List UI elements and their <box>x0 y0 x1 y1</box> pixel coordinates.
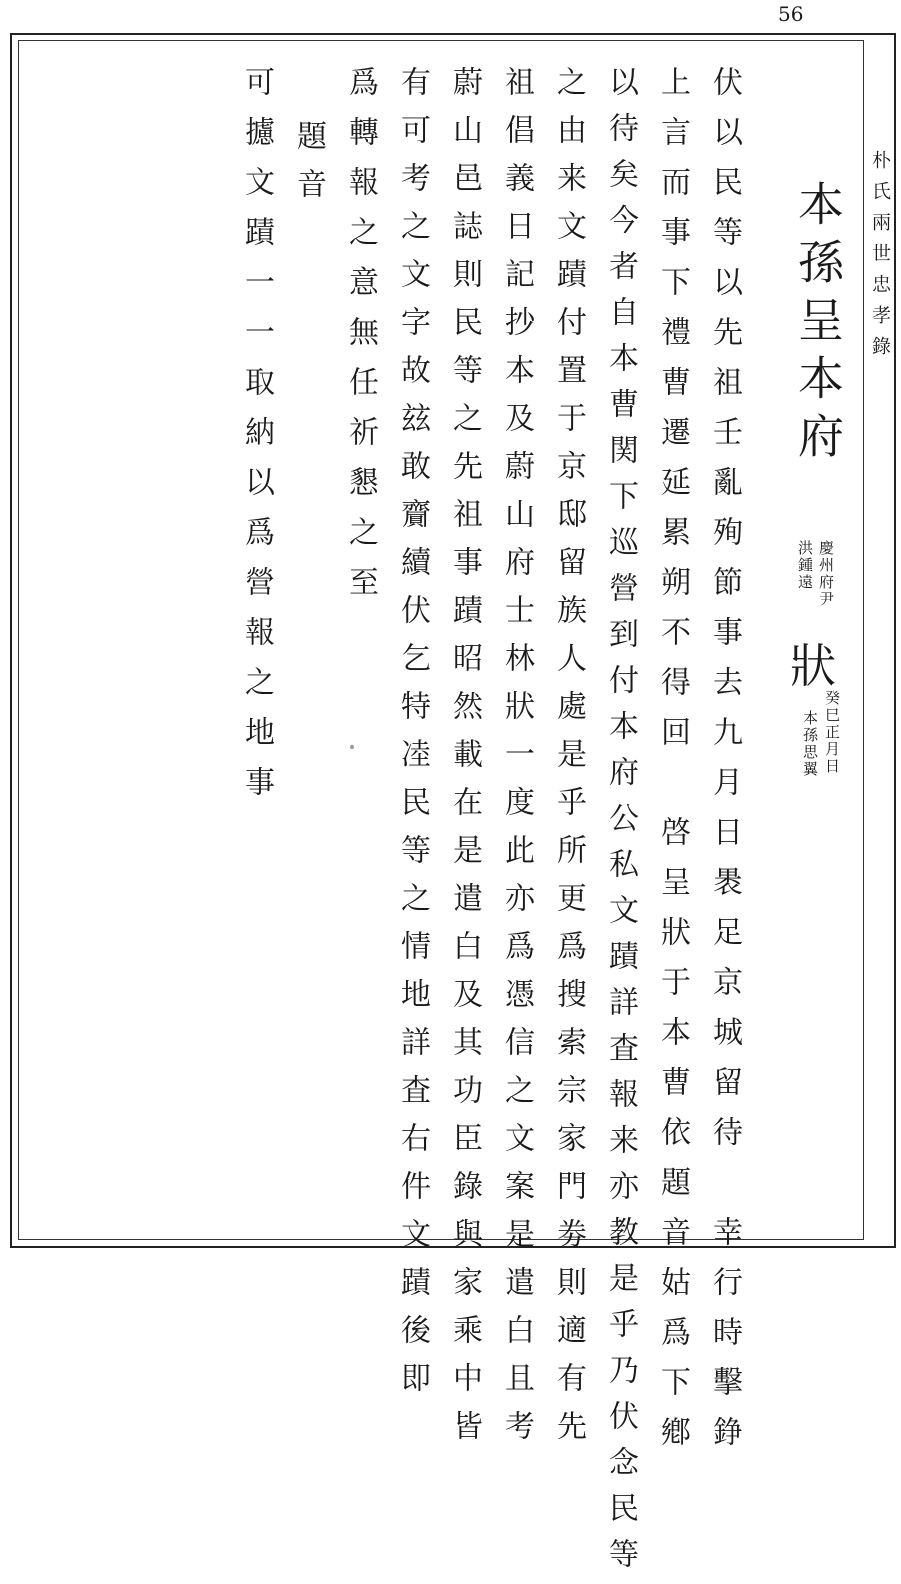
text-column-5: 祖倡義日記抄本及蔚山府士林狀一度此亦爲憑信之文案是遣白且考 <box>499 66 534 1458</box>
speck <box>350 745 354 749</box>
book-side-title: 朴氏兩世忠孝錄 <box>869 150 891 367</box>
title-suffix: 狀 <box>790 639 836 693</box>
text-column-8: 爲轉報之意無任祈懇之至 <box>343 66 378 616</box>
text-column-1: 伏以民等以先祖壬亂殉節事去九月日褁足京城留待 幸行時擊錚 <box>707 66 742 1466</box>
text-column-3: 以待矣今者自本曹関下巡營到付本府公私文蹟詳査報来亦教是乎乃伏念民等 <box>603 66 638 1584</box>
text-column-6: 蔚山邑誌則民等之先祖事蹟昭然載在是遣白及其功臣錄與家乘中皆 <box>447 66 482 1458</box>
date-note-line-1: 癸巳正月日 <box>823 690 841 775</box>
recipient-note-line-1: 慶州府尹 <box>817 540 835 608</box>
response-text: 可攄文蹟一一取納以爲營報之地事 <box>239 66 274 816</box>
page-number: 56 <box>778 2 804 26</box>
recipient-note-line-2: 洪鍾遠 <box>796 540 814 591</box>
text-column-4: 之由来文蹟付置于京邸留族人處是乎所更爲搜索宗家門劵則適有先 <box>551 66 586 1458</box>
date-note-line-2: 本孫思翼 <box>801 710 819 778</box>
document-title: 本孫呈本府 <box>791 180 845 470</box>
text-column-2: 上言而事下禮曹遷延累朔不得回 啓呈狀于本曹依題音姑爲下鄕 <box>655 66 690 1466</box>
heading-tieum: 題音 <box>291 120 326 216</box>
text-column-7: 有可考之文字故玆敢齎續伏乞特㓐民等之情地詳査右件文蹟後即 <box>395 66 430 1410</box>
